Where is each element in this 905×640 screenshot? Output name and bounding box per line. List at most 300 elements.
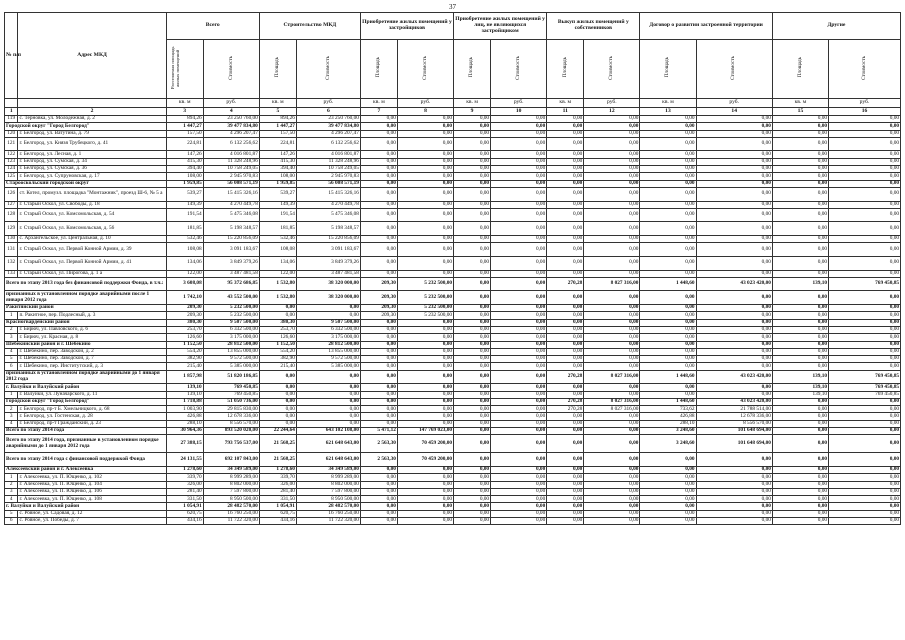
row-value: 2 945 970,83 <box>203 173 259 180</box>
row-value: 692 107 843,00 <box>203 453 259 467</box>
row-value: 0,00 <box>454 151 491 158</box>
table-row <box>5 474 901 481</box>
row-address: признанных в установленном порядке аварийными после 1 января 2012 года <box>5 291 167 305</box>
row-value: 0,00 <box>360 420 397 427</box>
row-value: 0,00 <box>584 201 640 208</box>
row-value: 0,00 <box>360 406 397 413</box>
row-value: 0,00 <box>772 453 828 467</box>
row-value: 0,00 <box>491 180 547 187</box>
column-number-cell: 4 <box>203 108 259 116</box>
row-value: 0,00 <box>696 305 772 312</box>
row-value: 0,00 <box>640 236 696 243</box>
group-header: Приобретение жилых помещений у лиц, не являющихся застройщиком <box>454 13 547 40</box>
row-value: 3 175 000,00 <box>203 334 259 341</box>
row-number: 126 <box>5 187 18 201</box>
row-number: 1 <box>5 312 18 319</box>
row-value: 0,00 <box>491 420 547 427</box>
row-number: 3 <box>5 334 18 341</box>
row-value: 0,00 <box>640 187 696 201</box>
row-value: 0,00 <box>584 503 640 510</box>
row-value: 0,00 <box>454 481 491 488</box>
row-value: 0,00 <box>547 466 584 473</box>
col-header-address: Адрес МКД <box>18 13 166 99</box>
row-value: 0,00 <box>829 356 901 363</box>
row-value: 0,00 <box>584 187 640 201</box>
row-value: 0,00 <box>829 319 901 326</box>
row-value: 0,00 <box>829 413 901 420</box>
row-value: 0,00 <box>360 158 397 165</box>
row-address: Шебекинский район и г. Шебекино <box>5 341 167 348</box>
row-value: 126,60 <box>259 334 296 341</box>
row-value: 281,40 <box>259 488 296 495</box>
row-value: 0,00 <box>491 166 547 173</box>
row-value: 6 332 500,00 <box>203 326 259 333</box>
row-value: 0,00 <box>584 291 640 305</box>
row-number: 3 <box>5 488 18 495</box>
row-value: 0,00 <box>454 123 491 130</box>
units-cell: руб. <box>397 99 453 108</box>
table-row <box>5 270 901 277</box>
row-value: 0,00 <box>454 341 491 348</box>
row-value: 0,00 <box>547 503 584 510</box>
row-value: 0,00 <box>360 256 397 270</box>
row-number: 2 <box>5 481 18 488</box>
row-value: 0,00 <box>547 518 584 525</box>
row-value: 139,10 <box>166 384 203 391</box>
row-value: 139,10 <box>166 391 203 398</box>
row-value: 43 023 420,00 <box>696 277 772 291</box>
row-value: 157,50 <box>259 130 296 137</box>
row-value: 5 385 000,00 <box>296 363 360 370</box>
row-value: 15 415 326,16 <box>203 187 259 201</box>
row-value: 149,39 <box>259 201 296 208</box>
row-value: 0,00 <box>491 305 547 312</box>
row-number: 5 <box>5 510 18 517</box>
row-value: 894,26 <box>166 116 203 123</box>
row-value: 1 447,27 <box>166 123 203 130</box>
row-value: 0,00 <box>454 236 491 243</box>
row-value: 0,00 <box>772 435 828 453</box>
row-value: 5 385 000,00 <box>203 363 259 370</box>
row-value: 8 950 500,00 <box>203 496 259 503</box>
row-value: 0,00 <box>829 158 901 165</box>
row-value: 139,10 <box>772 370 828 384</box>
row-value: 34 349 589,00 <box>203 466 259 473</box>
row-value: 733,62 <box>640 406 696 413</box>
row-number: 121 <box>5 137 18 151</box>
table-row <box>5 518 901 525</box>
row-value: 0,00 <box>640 173 696 180</box>
row-value: 70 459 200,00 <box>397 435 453 453</box>
row-value: 0,00 <box>491 503 547 510</box>
row-value: 0,00 <box>454 496 491 503</box>
row-value: 0,00 <box>547 130 584 137</box>
row-value: 0,00 <box>454 208 491 222</box>
sub-header <box>491 40 547 99</box>
sub-header-label: Стоимость <box>227 55 234 80</box>
row-value: 532,46 <box>166 236 203 243</box>
row-value: 15 220 856,09 <box>203 236 259 243</box>
row-value: 2 563,30 <box>360 435 397 453</box>
row-value: 0,00 <box>640 326 696 333</box>
row-value: 0,00 <box>829 341 901 348</box>
row-value: 39 477 834,80 <box>296 123 360 130</box>
row-address: г. Белгород, ул. Лесная, д. 1 <box>18 151 166 158</box>
row-value: 7 597 800,00 <box>296 488 360 495</box>
row-value: 0,00 <box>640 363 696 370</box>
row-value: 4 270 449,78 <box>203 201 259 208</box>
row-value: 122,00 <box>259 270 296 277</box>
row-value: 0,00 <box>584 151 640 158</box>
row-value: 0,00 <box>696 384 772 391</box>
row-value: 0,00 <box>296 305 360 312</box>
row-value: 0,00 <box>829 305 901 312</box>
row-number: 120 <box>5 130 18 137</box>
row-value: 8 999 289,00 <box>296 474 360 481</box>
row-value: 0,00 <box>772 326 828 333</box>
row-value: 5 198 348,57 <box>203 222 259 236</box>
row-address: Алексеевский район и г. Алексеевка <box>5 466 167 473</box>
row-value: 122,00 <box>166 270 203 277</box>
row-value: 5 232 500,00 <box>397 277 453 291</box>
row-value: 0,00 <box>696 312 772 319</box>
row-value: 0,00 <box>360 180 397 187</box>
table-row <box>5 356 901 363</box>
sub-header-label: Площадь <box>664 57 671 78</box>
row-value: 0,00 <box>360 348 397 355</box>
row-value: 0,00 <box>772 466 828 473</box>
row-value: 0,00 <box>454 201 491 208</box>
row-value: 5 475 346,08 <box>203 208 259 222</box>
row-number: 128 <box>5 208 18 222</box>
row-value: 339,70 <box>259 474 296 481</box>
row-value: 0,00 <box>491 334 547 341</box>
sub-header <box>296 40 360 99</box>
row-value: 0,00 <box>772 208 828 222</box>
row-value: 6 332 500,00 <box>296 326 360 333</box>
row-value: 0,00 <box>772 341 828 348</box>
row-value: 191,54 <box>166 208 203 222</box>
sub-header <box>696 40 772 99</box>
header-row-column-numbers <box>5 108 901 116</box>
row-value: 0,00 <box>547 270 584 277</box>
row-value: 0,00 <box>696 326 772 333</box>
row-value: 0,00 <box>491 488 547 495</box>
row-value: 0,00 <box>491 130 547 137</box>
row-value: 0,00 <box>454 370 491 384</box>
row-value: 147 769 023,00 <box>397 428 453 435</box>
row-value: 0,00 <box>360 187 397 201</box>
column-number-cell: 8 <box>397 108 453 116</box>
row-address: г. Белгород, ул. Князя Трубецкого, д. 41 <box>18 137 166 151</box>
row-address: Всего по этапу 2014 года с финансовой поддержкой Фонда <box>5 453 167 467</box>
row-value: 532,46 <box>259 236 296 243</box>
row-value: 0,00 <box>829 518 901 525</box>
row-address: признанных в установленном порядке аварийными до 1 января 2012 года <box>5 370 167 384</box>
row-value: 3 608,08 <box>166 277 203 291</box>
row-value: 0,00 <box>454 413 491 420</box>
row-value: 0,00 <box>454 348 491 355</box>
row-number: 2 <box>5 406 18 413</box>
row-value: 2 563,30 <box>360 453 397 467</box>
units-cell: кв. м <box>360 99 397 108</box>
row-value: 0,00 <box>360 270 397 277</box>
sub-header <box>584 40 640 99</box>
row-value: 0,00 <box>829 503 901 510</box>
row-value: 9 572 500,00 <box>203 356 259 363</box>
row-value: 0,00 <box>640 356 696 363</box>
row-value: 0,00 <box>360 341 397 348</box>
row-number: 125 <box>5 173 18 180</box>
row-value: 0,00 <box>772 398 828 405</box>
row-number: 1 <box>5 474 18 481</box>
row-value: 0,00 <box>360 503 397 510</box>
row-value: 0,00 <box>829 180 901 187</box>
row-value: 8 027 316,00 <box>584 406 640 413</box>
row-value: 1 278,60 <box>166 466 203 473</box>
column-number-cell: 12 <box>584 108 640 116</box>
row-value: 0,00 <box>696 158 772 165</box>
row-value: 5 232 500,00 <box>203 305 259 312</box>
row-value: 0,00 <box>360 496 397 503</box>
row-value: 0,00 <box>360 391 397 398</box>
row-value: 134,06 <box>259 256 296 270</box>
sub-header <box>772 40 828 99</box>
row-address: г. Старый Оскол, ул. Свободы, д. 18 <box>18 201 166 208</box>
sub-header-label: Площадь <box>561 57 568 78</box>
row-value: 0,00 <box>640 334 696 341</box>
sub-header-label: Площадь <box>274 57 281 78</box>
row-value: 0,00 <box>296 312 360 319</box>
row-value: 382,90 <box>259 356 296 363</box>
row-value: 0,00 <box>640 180 696 187</box>
row-value: 0,00 <box>491 428 547 435</box>
table-subtotal-row <box>5 180 901 187</box>
table-row <box>5 201 901 208</box>
row-value: 0,00 <box>829 173 901 180</box>
row-value: 0,00 <box>547 116 584 123</box>
row-value: 43 023 420,00 <box>696 370 772 384</box>
row-value: 0,00 <box>454 453 491 467</box>
row-value: 0,00 <box>397 413 453 420</box>
row-address: г. Белгород, пр-т Б. Хмельницкого, д. 68 <box>18 406 166 413</box>
row-value: 0,00 <box>547 305 584 312</box>
row-value: 0,00 <box>640 158 696 165</box>
row-value: 0,00 <box>547 453 584 467</box>
row-value: 0,00 <box>772 130 828 137</box>
row-value: 0,00 <box>491 474 547 481</box>
row-value: 0,00 <box>696 341 772 348</box>
table-subtotal-row <box>5 305 901 312</box>
units-cell: руб. <box>296 99 360 108</box>
row-number: 4 <box>5 496 18 503</box>
row-value: 0,00 <box>696 319 772 326</box>
sub-header-label: Стоимость <box>608 55 615 80</box>
row-value: 3 248,60 <box>640 435 696 453</box>
row-value: 0,00 <box>772 151 828 158</box>
row-value: 0,00 <box>360 123 397 130</box>
sub-header <box>259 40 296 99</box>
units-cell: кв. м <box>772 99 828 108</box>
table-row <box>5 208 901 222</box>
row-value: 139,10 <box>772 391 828 398</box>
row-value: 0,00 <box>829 420 901 427</box>
row-value: 0,00 <box>584 319 640 326</box>
row-value: 793 756 537,00 <box>203 435 259 453</box>
row-value: 0,00 <box>640 466 696 473</box>
row-value: 0,00 <box>360 474 397 481</box>
row-value: 0,00 <box>491 270 547 277</box>
row-number: 4 <box>5 348 18 355</box>
row-value: 1 742,10 <box>166 291 203 305</box>
row-value: 0,00 <box>454 384 491 391</box>
row-address: Ракитянский район <box>5 305 167 312</box>
row-value: 8 027 316,00 <box>584 398 640 405</box>
row-value: 415,30 <box>166 158 203 165</box>
row-value: 15 220 856,09 <box>296 236 360 243</box>
row-value: 1 152,50 <box>166 341 203 348</box>
row-value: 0,00 <box>547 291 584 305</box>
row-value: 0,00 <box>584 363 640 370</box>
row-value: 0,00 <box>696 453 772 467</box>
row-value: 0,00 <box>454 363 491 370</box>
row-value: 554,20 <box>259 348 296 355</box>
row-value: 0,00 <box>397 363 453 370</box>
row-value: 0,00 <box>491 277 547 291</box>
row-value: 0,00 <box>397 319 453 326</box>
row-value: 0,00 <box>829 130 901 137</box>
row-value: 0,00 <box>397 391 453 398</box>
row-value: 0,00 <box>454 420 491 427</box>
row-address: г. Валуйки и Валуйский район <box>5 384 167 391</box>
row-value: 0,00 <box>360 201 397 208</box>
row-value: 0,00 <box>640 488 696 495</box>
row-value: 0,00 <box>547 384 584 391</box>
column-number-cell: 15 <box>772 108 828 116</box>
row-value: 0,00 <box>640 481 696 488</box>
row-value: 215,40 <box>166 363 203 370</box>
row-value: 0,00 <box>454 518 491 525</box>
row-value: 209,30 <box>166 305 203 312</box>
row-address: г. Алексеевка, ул. П. Ющенко, д. 106 <box>18 488 166 495</box>
row-value: 0,00 <box>772 256 828 270</box>
row-value: 0,00 <box>772 474 828 481</box>
row-value: 0,00 <box>772 503 828 510</box>
row-value: 28 812 500,00 <box>203 341 259 348</box>
row-value: 0,00 <box>296 413 360 420</box>
row-value: 8 027 316,00 <box>584 277 640 291</box>
row-value: 0,00 <box>454 270 491 277</box>
row-value: 0,00 <box>696 334 772 341</box>
row-value: 1 054,91 <box>259 503 296 510</box>
row-address: г. Белгород, пр-т Гражданский, д. 23 <box>18 420 166 427</box>
table-row <box>5 236 901 243</box>
row-address: г. Валуйки и Валуйский район <box>5 503 167 510</box>
row-value: 0,00 <box>772 270 828 277</box>
row-value: 224,81 <box>166 137 203 151</box>
row-value: 22 244,64 <box>259 428 296 435</box>
row-value: 215,40 <box>259 363 296 370</box>
row-value: 51 820 186,85 <box>203 370 259 384</box>
row-value: 0,00 <box>454 334 491 341</box>
row-value: 0,00 <box>491 326 547 333</box>
row-value: 0,00 <box>547 326 584 333</box>
table-row <box>5 256 901 270</box>
table-row <box>5 312 901 319</box>
row-value: 0,00 <box>454 319 491 326</box>
row-value: 0,00 <box>829 137 901 151</box>
sub-header-label: Площадь <box>796 57 803 78</box>
row-value: 270,28 <box>547 406 584 413</box>
row-value: 0,00 <box>259 420 296 427</box>
row-value: 0,00 <box>547 312 584 319</box>
row-value: 30 964,36 <box>166 428 203 435</box>
row-value: 0,00 <box>454 312 491 319</box>
row-value: 43 552 500,00 <box>203 291 259 305</box>
row-value: 10 758 249,05 <box>296 166 360 173</box>
table-row <box>5 406 901 413</box>
row-value: 0,00 <box>696 222 772 236</box>
row-value: 0,00 <box>772 518 828 525</box>
table-row <box>5 187 901 201</box>
row-address: г. Старый Оскол, ул. Пирогова, д. 1 а <box>18 270 166 277</box>
row-value: 0,00 <box>696 243 772 257</box>
header-row-groups <box>5 13 901 40</box>
table-subtotal-row <box>5 291 901 305</box>
data-table <box>4 12 901 525</box>
row-value: 0,00 <box>640 291 696 305</box>
row-value: 0,00 <box>397 488 453 495</box>
row-value: 0,00 <box>454 291 491 305</box>
row-value: 0,00 <box>360 319 397 326</box>
column-number-cell: 1 <box>5 108 18 116</box>
table-row <box>5 326 901 333</box>
row-value: 126,60 <box>166 334 203 341</box>
row-value: 0,00 <box>397 180 453 187</box>
row-value: 139,10 <box>772 384 828 391</box>
row-value: 134,06 <box>166 256 203 270</box>
row-address: г. Старый Оскол, ул. Комсомольская, д. 54 <box>18 208 166 222</box>
row-value: 0,00 <box>491 510 547 517</box>
row-value: 0,00 <box>454 466 491 473</box>
row-value: 12 678 336,00 <box>203 413 259 420</box>
row-value: 434,16 <box>259 518 296 525</box>
row-value: 894,26 <box>259 116 296 123</box>
row-number: 1 <box>5 391 18 398</box>
row-value: 0,00 <box>696 391 772 398</box>
row-value: 0,00 <box>696 123 772 130</box>
row-value: 0,00 <box>360 466 397 473</box>
row-number: 2 <box>5 326 18 333</box>
row-value: 0,00 <box>491 384 547 391</box>
row-value: 1 857,98 <box>166 370 203 384</box>
row-value: 1 003,90 <box>166 406 203 413</box>
table-row <box>5 137 901 151</box>
row-value: 0,00 <box>454 503 491 510</box>
row-value: 0,00 <box>772 348 828 355</box>
row-value: 0,00 <box>397 398 453 405</box>
row-value: 0,00 <box>640 453 696 467</box>
row-value: 4 270 449,78 <box>296 201 360 208</box>
column-number-cell: 7 <box>360 108 397 116</box>
row-value: 5 232 500,00 <box>397 312 453 319</box>
row-value: 7 597 800,00 <box>203 488 259 495</box>
row-address: г. Валуйки, ул. Луначарского, д. 11 <box>18 391 166 398</box>
row-value: 0,00 <box>491 151 547 158</box>
row-value: 0,00 <box>547 319 584 326</box>
sub-header-label: Расселяемая площадь жилых помещений <box>169 46 180 89</box>
row-value: 34 349 589,00 <box>296 466 360 473</box>
